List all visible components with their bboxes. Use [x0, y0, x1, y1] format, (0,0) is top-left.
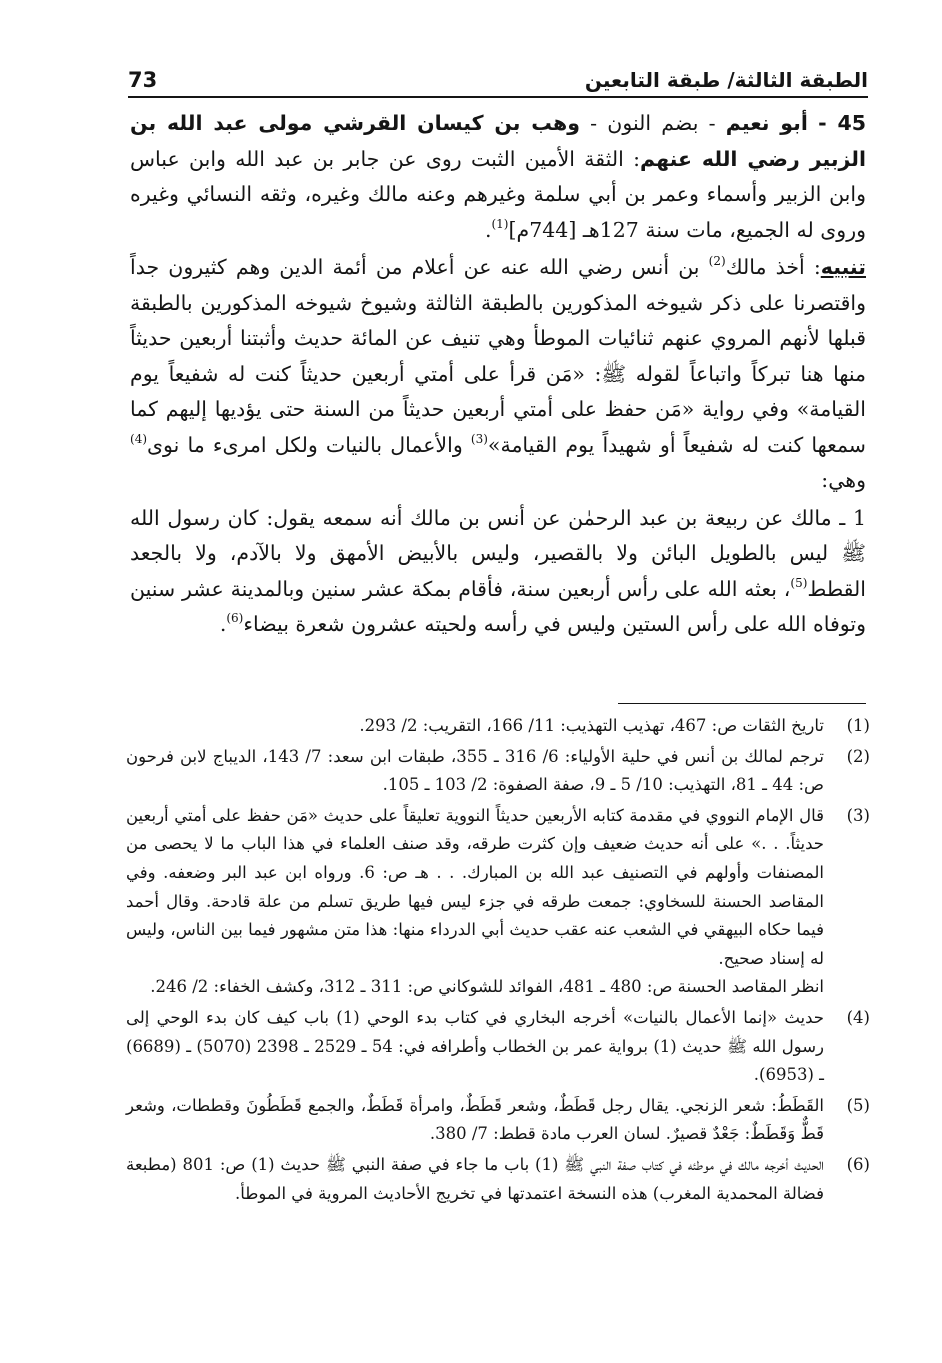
footnote-number: (3) — [846, 805, 870, 825]
hadith-1-end: . — [219, 612, 227, 636]
running-header — [128, 56, 868, 92]
footnote — [126, 712, 870, 741]
footnote-body — [126, 1151, 824, 1208]
hadith-1-paragraph — [130, 501, 866, 643]
footnote — [126, 743, 870, 800]
footnote-number: (5) — [846, 1095, 870, 1115]
footnote-body — [126, 712, 824, 741]
hadith-1-text-1: 1 ـ مالك عن ربيعة بن عبد الرحمٰن عن أنس بن مالك أنه سمعه يقول: كان رسول الله ﷺ ليس بالطويل البائن ولا بالقصير، وليس بالأبيض الأمهق ولا بالآدم، ولا بالجعد القطط — [130, 505, 866, 601]
footnotes — [126, 712, 870, 1210]
footnote — [126, 1092, 870, 1149]
footnote-ref-5: (5) — [790, 575, 808, 590]
footnote-ref-1: (1) — [491, 216, 509, 231]
footnote-ref-3: (3) — [470, 431, 488, 446]
chapter-title: الطبقة الثالثة/ طبقة التابعين — [584, 68, 868, 92]
page-number: 73 — [128, 68, 158, 92]
footnote — [126, 1151, 870, 1208]
entry-45-paragraph — [130, 106, 866, 248]
header-rule — [128, 96, 868, 98]
footnote — [126, 1004, 870, 1090]
footnote-number: (6) — [846, 1154, 870, 1174]
footnote-ref-4: (4) — [130, 431, 148, 446]
footnote-number: (4) — [846, 1007, 870, 1027]
entry-text: : الثقة الأمين الثبت روى عن جابر بن عبد الله وابن عباس وابن الزبير وأسماء وعمر بن أبي سلمة وغيرهم وعنه مالك وغيره، وثقه النسائي وغيره وروى له الجميع، مات سنة 127هـ [744م] — [130, 146, 866, 242]
footnote-ref-2: (2) — [708, 254, 726, 268]
tanbih-label: تنبيه — [820, 255, 866, 279]
footnote-text: انظر المقاصد الحسنة ص: 480 ـ 481، الفوائد للشوكاني ص: 311 ـ 312، وكشف الخفاء: 2/ 246. — [150, 977, 824, 997]
entry-number: 45 - — [818, 111, 866, 135]
entry-end: . — [484, 217, 492, 242]
main-text — [130, 106, 866, 643]
tanbih-paragraph — [130, 250, 866, 499]
footnote — [126, 802, 870, 1002]
footnote-text: ترجم لمالك بن أنس في حلية الأولياء: 6/ 316 ـ 355، طبقات ابن سعد: 7/ 143، الديباج لابن فرحون ص: 44 ـ 81، التهذيب: 10/ 5 ـ 9، صفة الصفوة: 2/ 103 ـ 105. — [126, 746, 824, 795]
hadith-1-text-2: ، بعثه الله على رأس أربعين سنة، فأقام بمكة عشر سنين وبالمدينة عشر سنين وتوفاه الله على رأس الستين وليس في رأسه ولحيته عشرون شعرة بيضاء — [130, 576, 866, 636]
tanbih-text-2: بن أنس رضي الله عنه عن أعلام من أئمة الدين وهم كثيرون جداً واقتصرنا على ذكر شيوخه المذكورين بالطبقة الثالثة وشيوخ شيوخه المذكورين بالطبقة قبلها لأنهم المروي عنهم ثنائيات الموطأ وهي تنيف عن المائة حديث وأثبتنا أربعين حديثاً منها هنا تبركاً واتباعاً لقوله ﷺ: «مَن قرأ على أمتي أربعين حديثاً كنت له شفيعاً يوم القيامة» وفي رواية «مَن حفظ على أمتي أربعين حديثاً من السنة حتى يؤديها إليهم كما سمعها كنت له شفيعاً أو شهيداً يوم القيامة» — [130, 255, 866, 457]
tanbih-text-1: : أخذ مالك — [725, 255, 821, 279]
footnote-ref-6: (6) — [226, 611, 244, 625]
footnote-number: (2) — [846, 746, 870, 766]
entry-name: أبو نعيم — [725, 111, 808, 135]
footnote-body — [126, 1004, 824, 1090]
tanbih-text-4: وهي: — [821, 468, 866, 492]
footnote-body — [126, 802, 824, 1002]
footnote-body — [126, 1092, 824, 1149]
footnote-text: حديث «إنما الأعمال بالنيات» أخرجه البخاري في كتاب بدء الوحي (1) باب كيف كان بدء الوحي إلى رسول الله ﷺ حديث (1) برواية عمر بن الخطاب وأطرافه في: 54 ـ 2529 ـ 2398 (5070) ـ (6689) ـ (6953). — [126, 1007, 825, 1085]
footnote-body — [126, 743, 824, 800]
footnote-separator — [618, 703, 866, 704]
footnote-text: القَطَطُ: شعر الزنجي. يقال رجل قَطَطٌ، وشعر قَطَطٌ، وامرأة قَطَطٌ، والجمع قَطَطُونَ وقططات، وشعر قَطٌّ وَقَطَطٌ: جَعْدٌ قصيرٌ. لسان العرب مادة قطط: 7/ 380. — [126, 1095, 824, 1144]
footnote-text: تاريخ الثقات ص: 467، تهذيب التهذيب: 11/ 166، التقريب: 2/ 293. — [359, 716, 824, 735]
tanbih-text-3: والأعمال بالنيات ولكل امرىء ما نوى — [147, 432, 471, 457]
footnote-number: (1) — [846, 716, 870, 735]
entry-vocalization: - بضم النون - — [579, 111, 726, 135]
footnote-text: الحديث أخرجه مالك في موطئه في كتاب صفة النبي ﷺ (1) باب ما جاء في صفة النبي ﷺ حديث (1) ص: 801 (مطبعة فضالة المحمدية المغرب) هذه النسخة اعتمدتها في تخريج الأحاديث المروية في الموطأ. — [126, 1154, 824, 1203]
footnote-text: قال الإمام النووي في مقدمة كتابه الأربعين حديثاً النووية تعليقاً على حديث «مَن حفظ على أمتي أربعين حديثاً. . .» على أنه حديث ضعيف وإن كثرت طرقه، وقد صنف العلماء في هذا الباب ما لا يحصى من المصنفات وأولهم في التصنيف عبد الله بن المبارك. . . هـ ص: 6. ورواه ابن عبد البر وضعفه. وفي المقاصد الحسنة للسخاوي: جمعت طرقه في جزء ليس فيها طريق تسلم من علة قادحة. وقال أحمد فيما حكاه البيهقي في الشعب عنه عقب حديث أبي الدرداء منها: هذا متن مشهور فيما بين الناس، وليس له إسناد صحيح. — [126, 805, 824, 968]
entry-full-name: وهب بن كيسان القرشي مولى عبد الله بن الزبير رضي الله عنهم — [130, 111, 866, 171]
